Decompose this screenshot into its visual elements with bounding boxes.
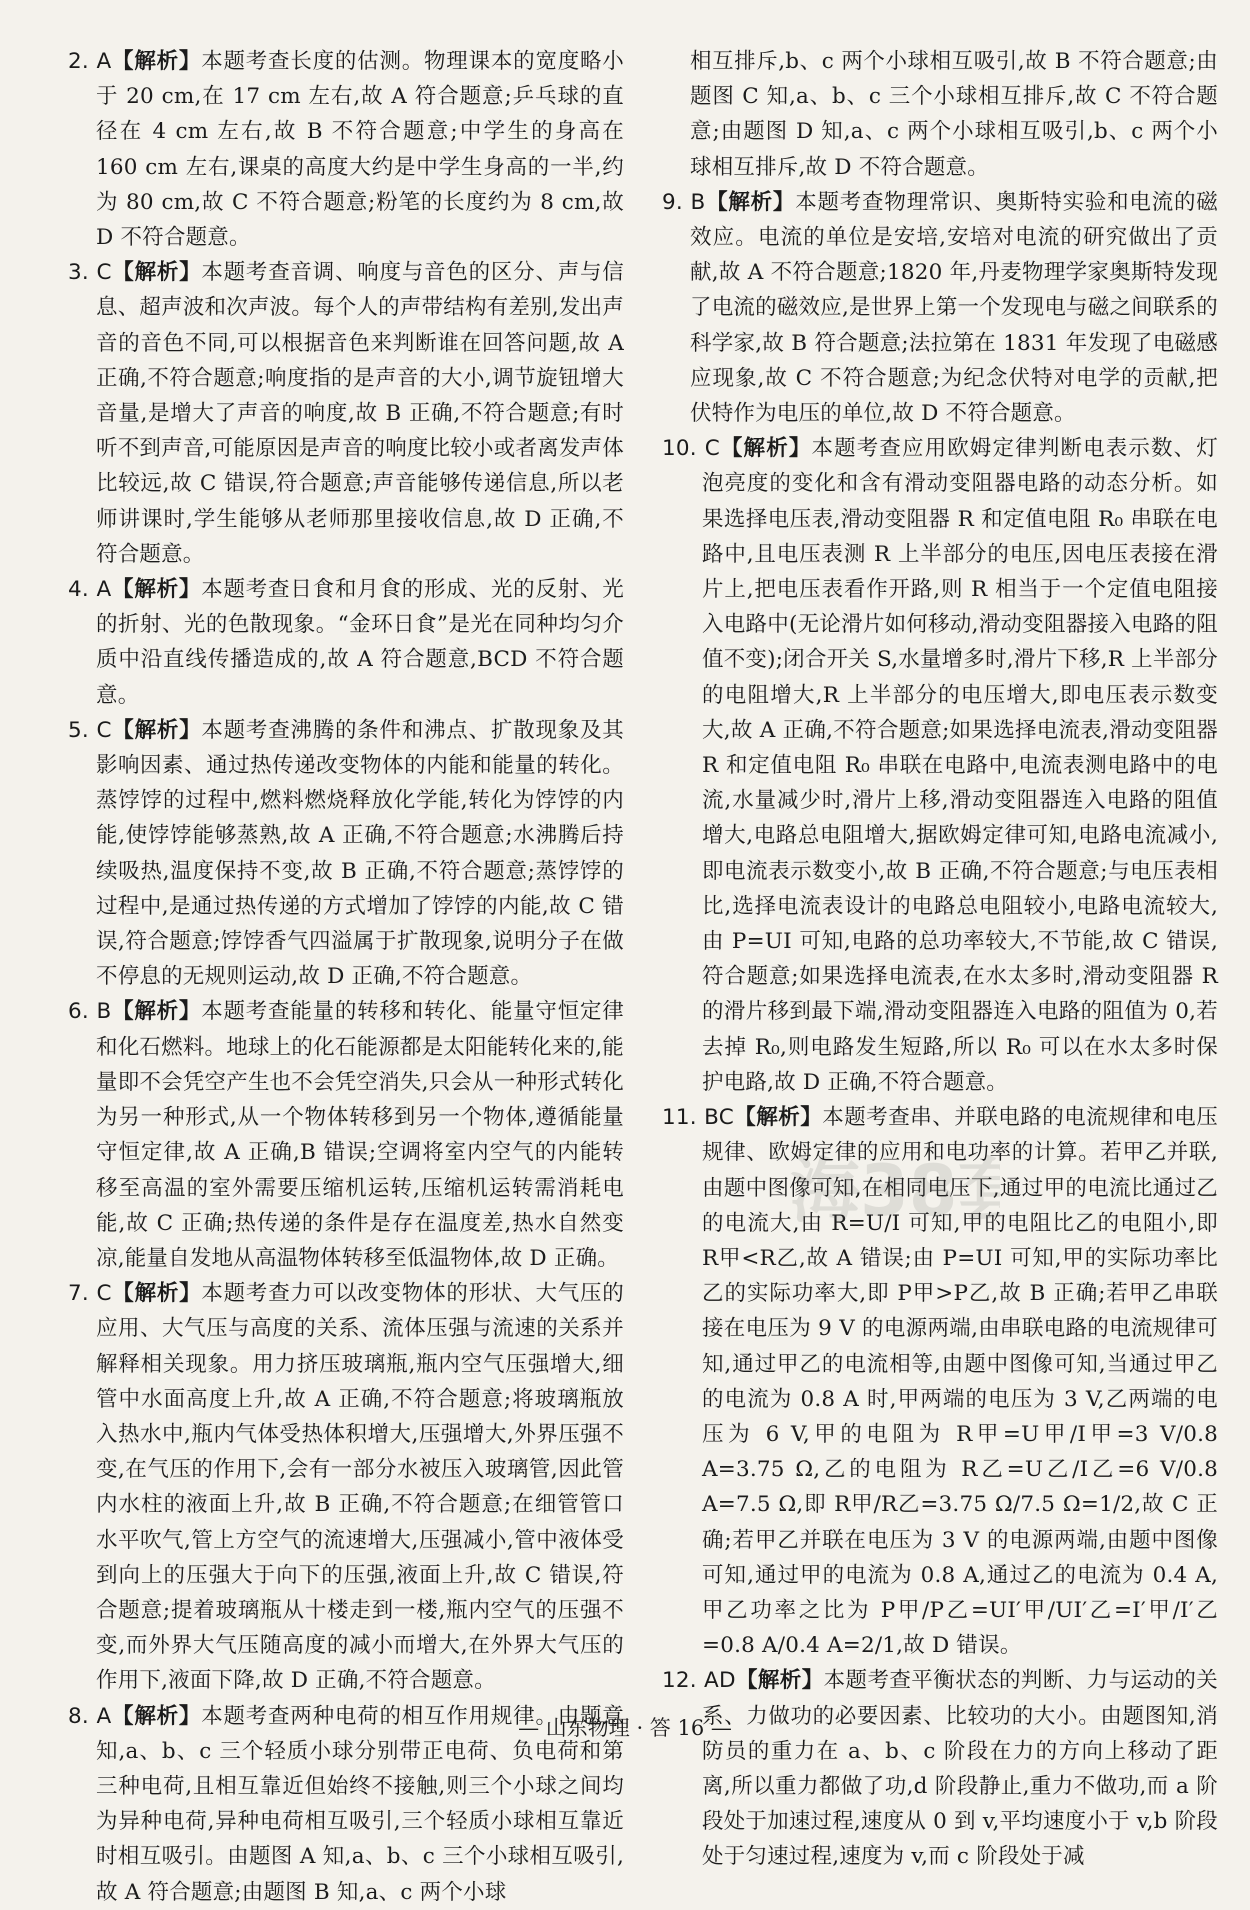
answer-item: 6. B【解析】本题考查能量的转移和转化、能量守恒定律和化石燃料。地球上的化石能源都是太阳能转化来的,能量即不会凭空产生也不会凭空消失,只会从一种形式转化为另一种形式,从一个物体转移到另一个物体,遵循能量守恒定律,故 A 正确,B 错误;空调将室内空气的内能转移至高温的室外需要压缩机运转,压缩机运转需消耗电能,故 C 正确;热传递的条件是存在温度差,热水自然变凉,能量自发地从高温物体转移至低温物体,故 D 正确。 (68, 999, 624, 1271)
answer-item: 3. C【解析】本题考查音调、响度与音色的区分、声与信息、超声波和次声波。每个人的声带结构有差别,发出声音的音色不同,可以根据音色来判断谁在回答问题,故 A 正确,不符合题意;响度指的是声音的大小,调节旋钮增大音量,是增大了声音的响度,故 B 正确,不符合题意;有时听不到声音,可能原因是声音的响度比较小或者离发声体比较远,故 C 错误,符合题意;声音能够传递信息,所以老师讲课时,学生能够从老师那里接收信息,故 D 正确,不符合题意。 (68, 260, 624, 567)
answer-item: 12. AD【解析】本题考查平衡状态的判断、力与运动的关系、力做功的必要因素、比较功的大小。由题图知,消防员的重力在 a、b、c 阶段在力的方向上移动了距离,所以重力都做了功,d 阶段静止,重力不做功,而 a 阶段处于加速过程,速度从 0 到 v,平均速度小于 v,b 阶段处于匀速过程,速度为 v,而 c 阶段处于减 (662, 1668, 1219, 1870)
answer-item: 5. C【解析】本题考查沸腾的条件和沸点、扩散现象及其影响因素、通过热传递改变物体的内能和能量的转化。蒸饽饽的过程中,燃料燃烧释放化学能,转化为饽饽的内能,使饽饽能够蒸熟,故 A 正确,不符合题意;水沸腾后持续吸热,温度保持不变,故 B 正确,不符合题意;蒸饽饽的过程中,是通过热传递的方式增加了饽饽的内能,故 C 错误,符合题意;饽饽香气四溢属于扩散现象,说明分子在做不停息的无规则运动,故 D 正确,不符合题意。 (68, 717, 624, 990)
answer-item: 11. BC【解析】本题考查串、并联电路的电流规律和电压规律、欧姆定律的应用和电功率的计算。若甲乙并联,由题中图像可知,在相同电压下,通过甲的电流比通过乙的电流大,由 R=U/I 可知,甲的电阻比乙的电阻小,即 R甲<R乙,故 A 错误;由 P=UI 可知,甲的实际功率比乙的实际功率大,即 P甲>P乙,故 B 正确;若甲乙串联接在电压为 9 V 的电源两端,由串联电路的电流规律可知,通过甲乙的电流相等,由题中图像可知,当通过甲乙的电流为 0.8 A 时,甲两端的电压为 3 V,乙两端的电压为 6 V,甲的电阻为 R甲=U甲/I甲=3 V/0.8 A=3.75 Ω,乙的电阻为 R乙=U乙/I乙=6 V/0.8 A=7.5 Ω,即 R甲/R乙=3.75 Ω/7.5 Ω=1/2,故 C 正确;若甲乙并联在电压为 3 V 的电源两端,由题中图像可知,通过甲的电流为 0.8 A,通过乙的电流为 0.4 A,甲乙功率之比为 P甲/P乙=UI′甲/UI′乙=I′甲/I′乙=0.8 A/0.4 A=2/1,故 D 错误。 (662, 1105, 1218, 1659)
left-column (68, 44, 624, 1910)
answer-item: 10. C【解析】本题考查应用欧姆定律判断电表示数、灯泡亮度的变化和含有滑动变阻器电路的动态分析。如果选择电压表,滑动变阻器 R 和定值电阻 R₀ 串联在电路中,且电压表测 R 上半部分的电压,因电压表接在滑片上,把电压表看作开路,则 R 相当于一个定值电阻接入电路中(无论滑片如何移动,滑动变阻器接入电路的阻值不变);闭合开关 S,水量增多时,滑片下移,R 上半部分的电阻增大,R 上半部分的电压增大,即电压表示数变大,故 A 正确,不符合题意;如果选择电流表,滑动变阻器 R 和定值电阻 R₀ 串联在电路中,电流表测电路中的电流,水量减少时,滑片上移,滑动变阻器连入电路的阻值增大,电路总电阻增大,据欧姆定律可知,电路电流减小,即电流表示数变小,故 B 正确,不符合题意;与电压表相比,选择电流表设计的电路总电阻较小,电路电流较大,由 P=UI 可知,电路的总功率较大,不节能,故 C 错误,符合题意;如果选择电流表,在水太多时,滑动变阻器 R 的滑片移到最下端,滑动变阻器连入电路的阻值为 0,若去掉 R₀,则电路发生短路,所以 R₀ 可以在水太多时保护电路,故 D 正确,不符合题意。 (662, 436, 1218, 1095)
answer-item: 2. A【解析】本题考查长度的估测。物理课本的宽度略小于 20 cm,在 17 cm 左右,故 A 符合题意;乒乓球的直径在 4 cm 左右,故 B 不符合题意;中学生的身高在 160 cm 左右,课桌的高度大约是中学生身高的一半,约为 80 cm,故 C 不符合题意;粉笔的长度约为 8 cm,故 D 不符合题意。 (68, 49, 625, 251)
watermark-text: 海38套 (790, 1150, 1000, 1232)
answer-item: 7. C【解析】本题考查力可以改变物体的形状、大气压的应用、大气压与高度的关系、流体压强与流速的关系并解释相关现象。用力挤压玻璃瓶,瓶内空气压强增大,细管中水面高度上升,故 A 正确,不符合题意;将玻璃瓶放入热水中,瓶内气体受热体积增大,压强增大,外界压强不变,在气压的作用下,会有一部分水被压入玻璃管,因此管内水柱的液面上升,故 B 正确,不符合题意;在细管管口水平吹气,管上方空气的流速增大,压强减小,管中液体受到向上的压强大于向下的压强,液面上升,故 C 错误,符合题意;提着玻璃瓶从十楼走到一楼,瓶内空气的压强不变,而外界大气压随高度的减小而增大,在外界大气压的作用下,液面下降,故 D 正确,不符合题意。 (68, 1281, 624, 1694)
answer-item: 9. B【解析】本题考查物理常识、奥斯特实验和电流的磁效应。电流的单位是安培,安培对电流的研究做出了贡献,故 A 不符合题意;1820 年,丹麦物理学家奥斯特发现了电流的磁效应,是世界上第一个发现电与磁之间联系的科学家,故 B 符合题意;法拉第在 1831 年发现了电磁感应现象,故 C 不符合题意;为纪念伏特对电学的贡献,把伏特作为电压的单位,故 D 不符合题意。 (662, 189, 1218, 427)
right-column (662, 44, 1218, 1875)
continued-text: 相互排斥,b、c 两个小球相互吸引,故 B 不符合题意;由题图 C 知,a、b、c 三个小球相互排斥,故 C 不符合题意;由题图 D 知,a、c 两个小球相互吸引,b、c 两个小球相互排斥,故 D 不符合题意。 (690, 49, 1218, 180)
answer-item: 8. A【解析】本题考查两种电荷的相互作用规律。由题意知,a、b、c 三个轻质小球分别带正电荷、负电荷和第三种电荷,且相互靠近但始终不接触,则三个小球之间均为异种电荷,异种电荷相互吸引,三个轻质小球相互靠近时相互吸引。由题图 A 知,a、b、c 三个小球相互吸引,故 A 符合题意;由题图 B 知,a、c 两个小球 (68, 1703, 625, 1905)
page-footer: — 山东物理 · 答 16 — (518, 1716, 732, 1740)
answer-item: 4. A【解析】本题考查日食和月食的形成、光的反射、光的折射、光的色散现象。“金环日食”是光在同种均匀介质中沿直线传播造成的,故 A 符合题意,BCD 不符合题意。 (68, 577, 625, 708)
